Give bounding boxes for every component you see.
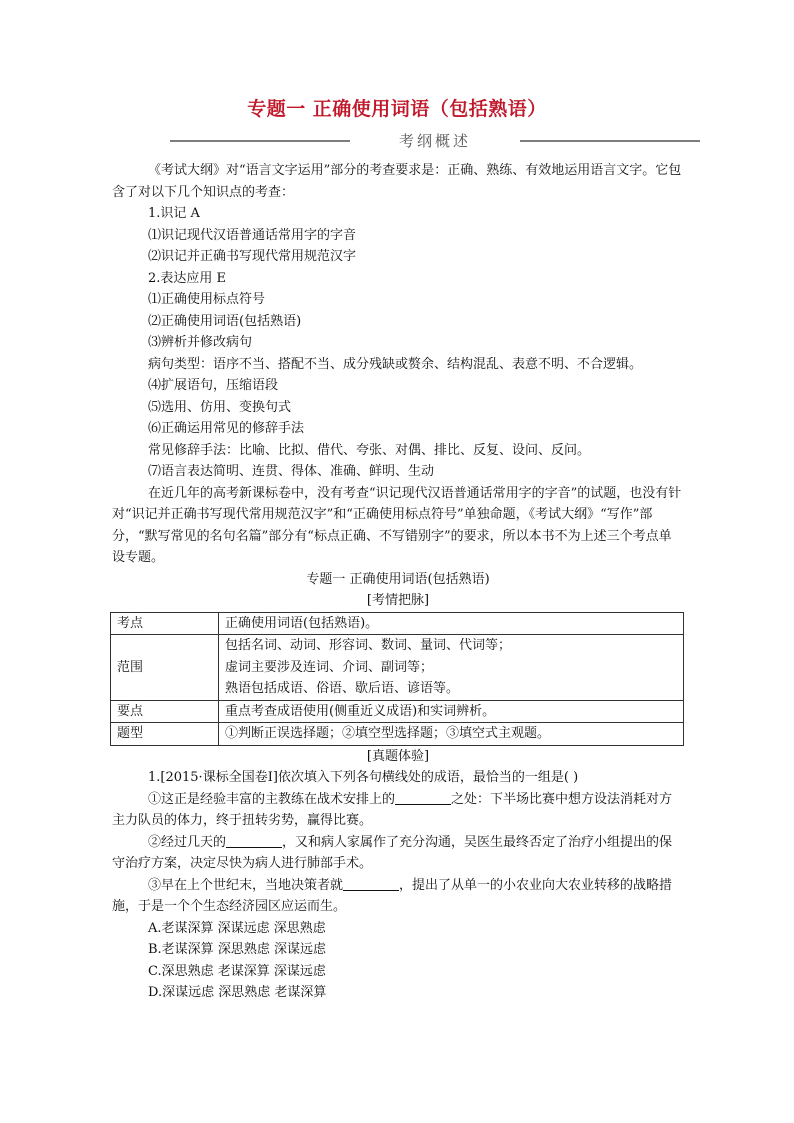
option-b: B.老谋深算 深思熟虑 深谋远虑 [148, 942, 326, 957]
table-value-line: 熟语包括成语、俗语、歇后语、谚语等。 [225, 681, 460, 696]
table-key: 要点 [111, 700, 219, 723]
table-key: 考点 [111, 612, 219, 635]
table-value-line: 重点考查成语使用(侧重近义成语)和实词辨析。 [225, 703, 496, 719]
question-stem: 1.[2015·课标全国卷Ⅰ]依次填入下列各句横线处的成语，最恰当的一组是( ) [148, 770, 579, 785]
sentence-text: ①这正是经验丰富的主教练在战术安排上的 [148, 791, 396, 807]
outline-item: 病句类型：语序不当、搭配不当、成分残缺或赘余、结构混乱、表意不明、不合逻辑。 [148, 356, 643, 372]
exam-section-title: [真题体验] [366, 748, 430, 764]
sentence-text: 之处：下半场比赛中想方设法消耗对方主力队员的体力，终于扭转劣势，赢得比赛。 [112, 791, 673, 828]
banner-label: 考纲概述 [398, 132, 471, 150]
question-sentence-1 [112, 789, 684, 832]
answer-blank [395, 790, 451, 805]
sentence-text: ③早在上个世纪末，当地决策者就 [148, 877, 344, 893]
outline-item: ⑵正确使用词语(包括熟语) [148, 313, 302, 329]
option-d: D.深谋远虑 深思熟虑 老谋深算 [148, 985, 327, 1000]
answer-blank [343, 876, 399, 891]
table-key: 范围 [111, 635, 219, 701]
answer-blank [226, 833, 282, 848]
table-row [111, 635, 684, 701]
table-row [111, 612, 684, 635]
outline-item: ⑴正确使用标点符号 [148, 292, 266, 307]
table-row [111, 700, 684, 723]
table-value-line: 包括名词、动词、形容词、数词、量词、代词等； [225, 638, 512, 653]
outline-item: ⑴识记现代汉语普通话常用字的字音 [148, 227, 357, 243]
table-key: 题型 [111, 723, 219, 746]
document-body [112, 160, 684, 1004]
outline-item: 常见修辞手法：比喻、比拟、借代、夸张、对偶、排比、反复、设问、反问。 [148, 442, 591, 458]
outline-item: 2.表达应用 E [148, 270, 227, 286]
question-sentence-3 [112, 875, 684, 918]
question-block [112, 767, 684, 1004]
table-value [219, 612, 684, 635]
section-subtitle: [考情把脉] [366, 593, 430, 608]
outline-item: 1.识记 A [148, 206, 200, 221]
table-value [219, 635, 684, 701]
outline-item: ⑹正确运用常见的修辞手法 [148, 421, 305, 436]
section-banner [170, 129, 700, 155]
table-value-line: 正确使用词语(包括熟语)。 [225, 615, 379, 631]
outline-item: ⑵识记并正确书写现代常用规范汉字 [148, 249, 357, 264]
question-sentence-2 [112, 832, 684, 875]
note-paragraph: 在近几年的高考新课标卷中，没有考查“识记现代汉语普通话常用字的字音”的试题，也没有针对“识记并正确书写现代常用规范汉字”和“正确使用标点符号”单独命题，《考试大纲》“写作”部分，“默写常见的名句名篇”部分有“标点正确、不写错别字”的要求，所以本书不为上述三个考点单设专题。 [112, 485, 682, 565]
exam-summary-table [110, 612, 684, 746]
table-value [219, 700, 684, 723]
outline-list [112, 203, 684, 483]
answer-options [112, 918, 684, 1004]
sentence-text: ，提出了从单一的小农业向大农业转移的战略措施，于是一个个生态经济园区应运而生。 [112, 877, 673, 914]
table-row [111, 723, 684, 746]
outline-item: ⑺语言表达简明、连贯、得体、准确、鲜明、生动 [148, 464, 435, 479]
option-c: C.深思熟虑 老谋深算 深谋远虑 [148, 963, 326, 979]
section-title: 专题一 正确使用词语(包括熟语) [306, 571, 490, 587]
table-value-line: 虚词主要涉及连词、介词、副词等； [225, 659, 434, 675]
table-value [219, 723, 684, 746]
outline-item: ⑸选用、仿用、变换句式 [148, 399, 292, 415]
page-title: 专题一 正确使用词语（包括熟语） [247, 98, 547, 120]
intro-paragraph: 《考试大纲》对“语言文字运用”部分的考查要求是：正确、熟练、有效地运用语言文字。它包含了对以下几个知识点的考查： [112, 163, 682, 200]
outline-item: ⑶辨析并修改病句 [148, 335, 253, 350]
table-value-line: ①判断正误选择题；②填空型选择题；③填空式主观题。 [225, 726, 551, 741]
sentence-text: ，又和病人家属作了充分沟通，吴医生最终否定了治疗小组提出的保守治疗方案，决定尽快为病人进行肺部手术。 [112, 834, 673, 871]
outline-item: ⑷扩展语句，压缩语段 [148, 378, 279, 393]
option-a: A.老谋深算 深谋远虑 深思熟虑 [148, 920, 326, 936]
sentence-text: ②经过几天的 [148, 834, 227, 850]
